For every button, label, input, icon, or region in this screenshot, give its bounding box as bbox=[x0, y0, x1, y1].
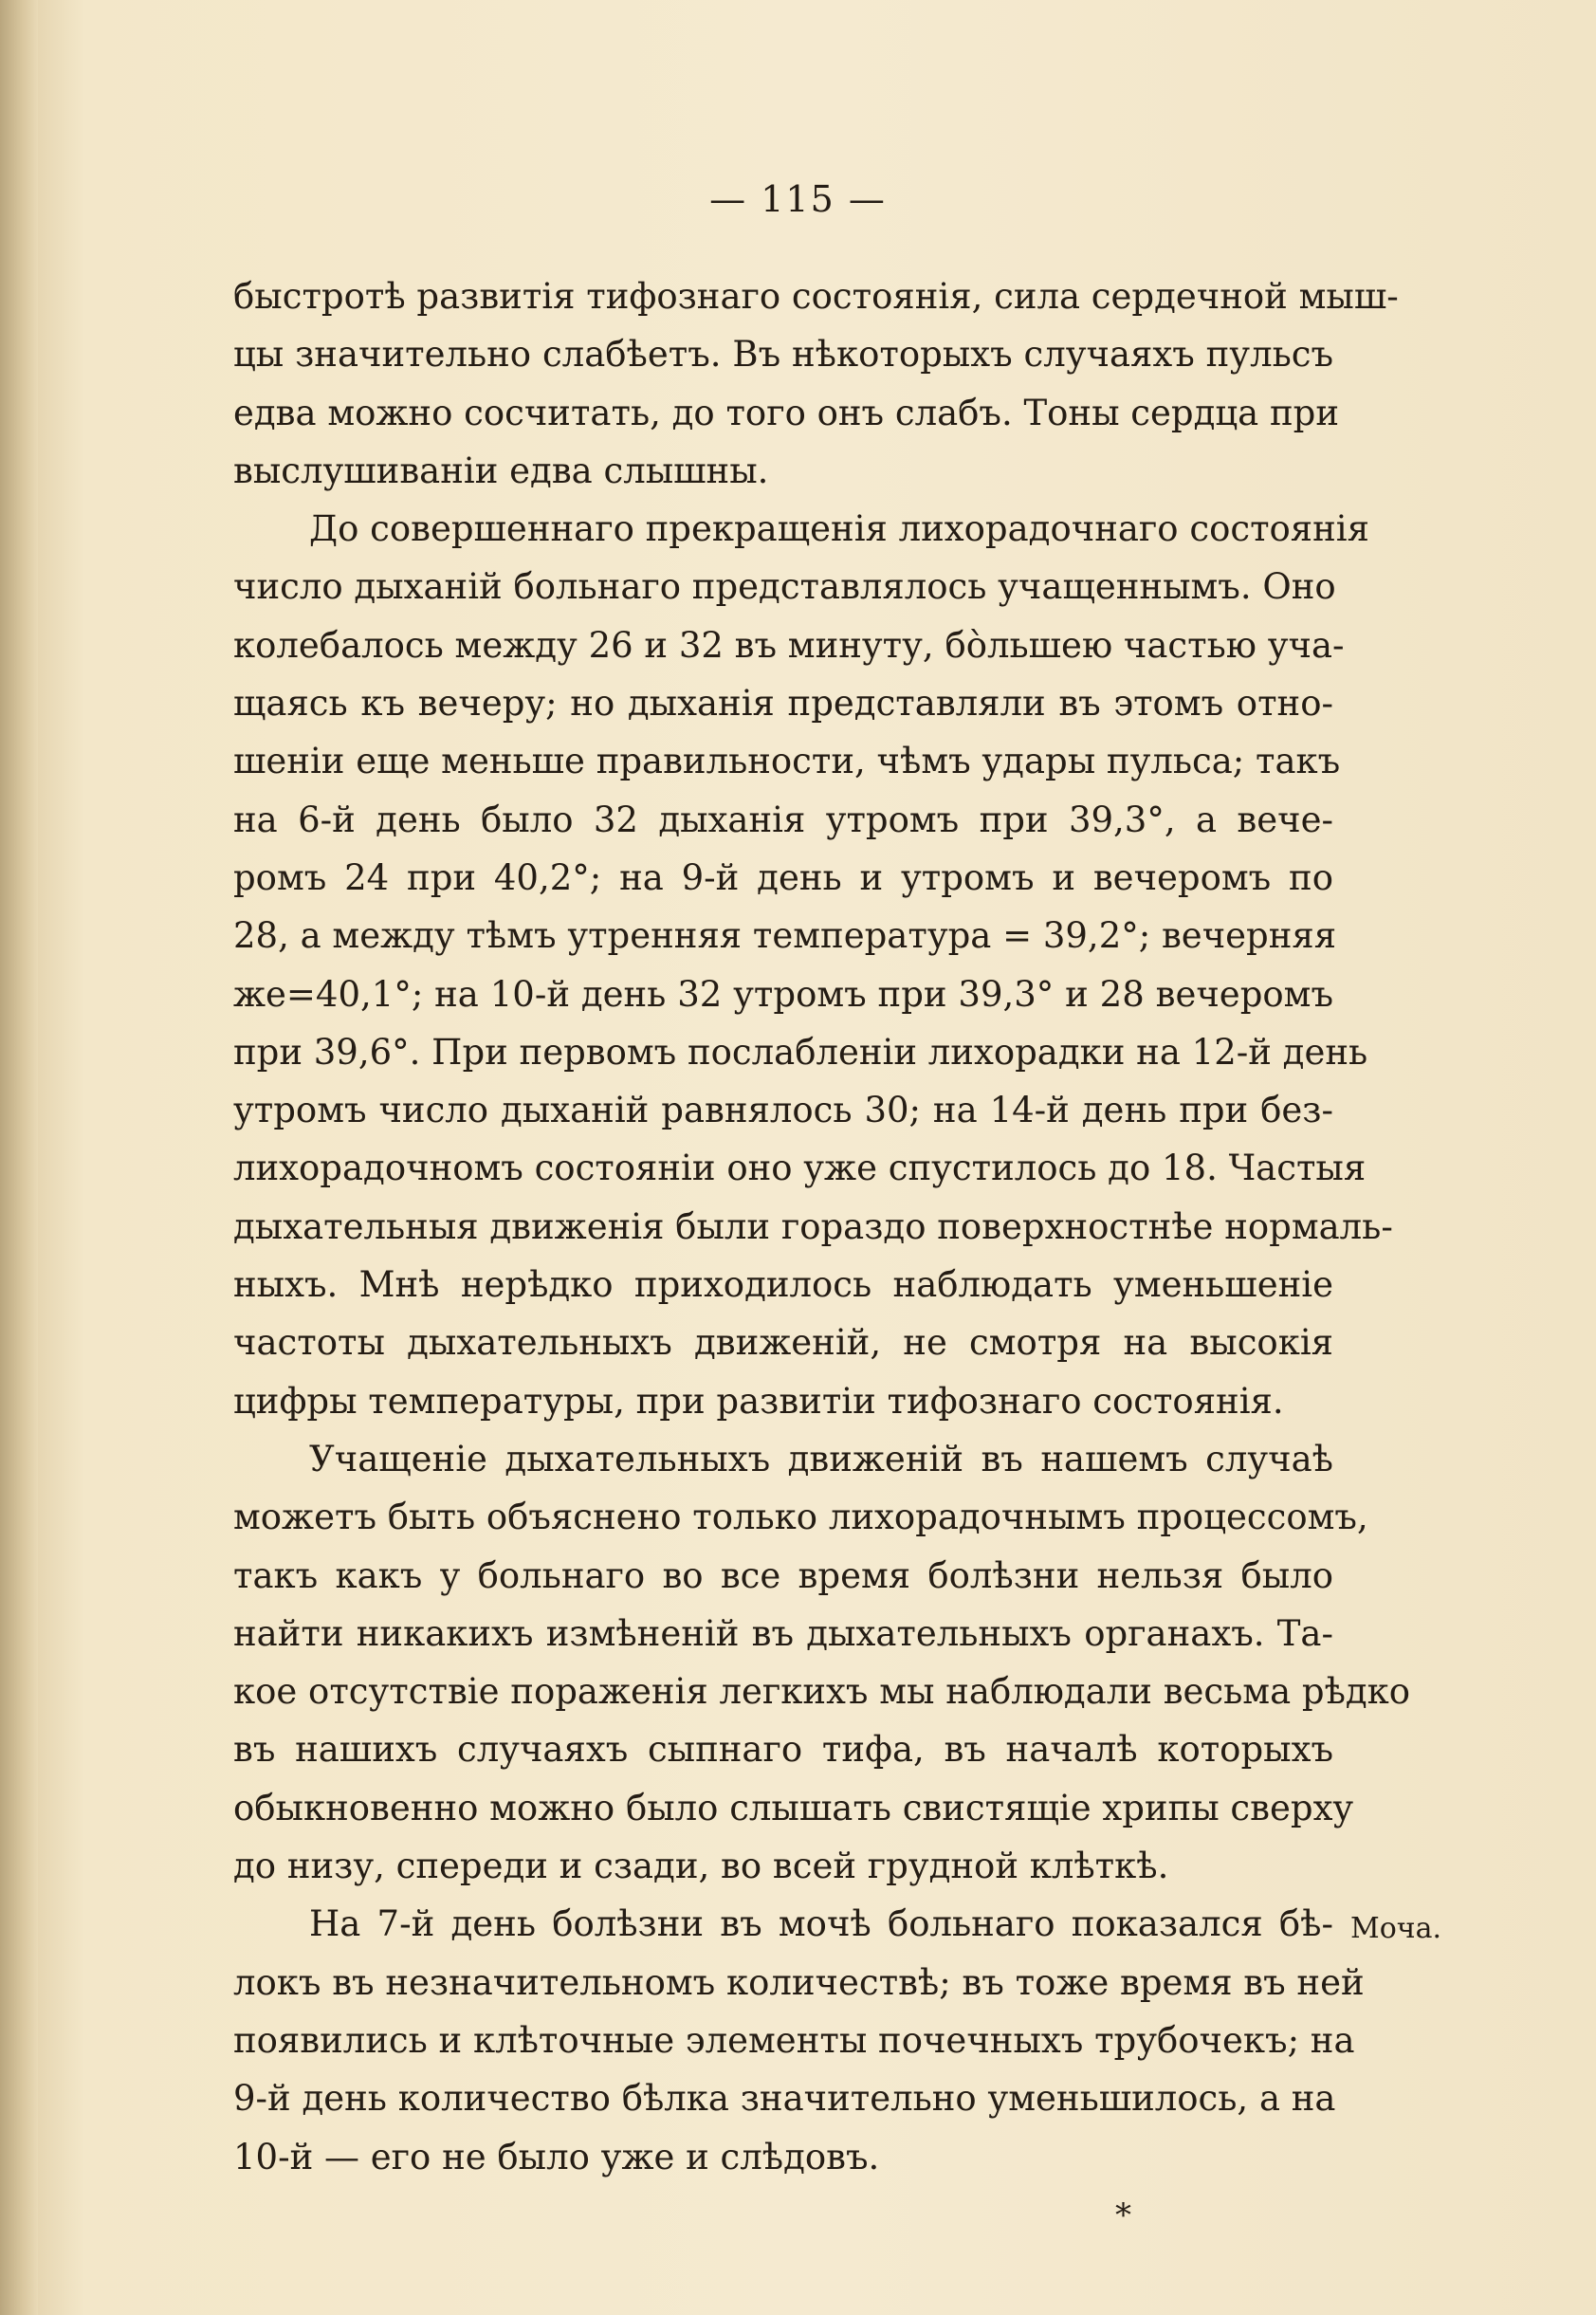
text-line: число дыханій больнаго представлялось учащеннымъ. Оно bbox=[233, 566, 1336, 608]
text-line: Учащеніе дыхательныхъ движеній въ нашемъ случаѣ bbox=[309, 1438, 1333, 1479]
text-line: колебалось между 26 и 32 въ минуту, бо̀льшею частью уча- bbox=[233, 624, 1345, 666]
text-line: На 7-й день болѣзни въ мочѣ больнаго показался бѣ- bbox=[309, 1903, 1333, 1945]
paragraph-3 bbox=[233, 1430, 1411, 1895]
page-number: — 115 — bbox=[709, 178, 887, 220]
text-line: До совершеннаго прекращенія лихорадочнаго состоянія bbox=[309, 508, 1369, 550]
text-line: обыкновенно можно было слышать свистящіе хрипы сверху bbox=[233, 1787, 1354, 1828]
text-line: ромъ 24 при 40,2°; на 9-й день и утромъ и вечеромъ по bbox=[233, 856, 1333, 898]
text-line: найти никакихъ измѣненій въ дыхательныхъ органахъ. Та- bbox=[233, 1612, 1333, 1654]
text-line: цифры температуры, при развитіи тифознаго состоянія. bbox=[233, 1380, 1284, 1422]
text-line: въ нашихъ случаяхъ сыпнаго тифа, въ началѣ которыхъ bbox=[233, 1729, 1333, 1771]
text-line: частоты дыхательныхъ движеній, не смотря на высокія bbox=[233, 1322, 1333, 1364]
margin-note: Моча. bbox=[1350, 1912, 1442, 1945]
text-line: до низу, спереди и сзади, во всей грудной клѣткѣ. bbox=[233, 1846, 1169, 1887]
text-line: 10-й — его не было уже и слѣдовъ. bbox=[233, 2136, 880, 2177]
text-line: дыхательныя движенія были гораздо поверхностнѣе нормаль- bbox=[233, 1205, 1393, 1247]
text-line: 28, а между тѣмъ утренняя температура = 39,2°; вечерняя bbox=[233, 915, 1337, 957]
text-line: появились и клѣточные элементы почечныхъ трубочекъ; на bbox=[233, 2019, 1355, 2061]
text-line: выслушиваніи едва слышны. bbox=[233, 450, 769, 491]
text-line: такъ какъ у больнаго во все время болѣзни нельзя было bbox=[233, 1554, 1333, 1596]
text-line: на 6-й день было 32 дыханія утромъ при 39,3°, а вече- bbox=[233, 799, 1333, 840]
text-line: можетъ быть объяснено только лихорадочнымъ процессомъ, bbox=[233, 1497, 1368, 1538]
text-line: при 39,6°. При первомъ послабленіи лихорадки на 12-й день bbox=[233, 1031, 1368, 1073]
text-line: щаясь къ вечеру; но дыханія представляли въ этомъ отно- bbox=[233, 683, 1333, 725]
text-line: утромъ число дыханій равнялось 30; на 14-й день при без- bbox=[233, 1090, 1333, 1131]
text-line: лихорадочномъ состояніи оно уже спустилось до 18. Частыя bbox=[233, 1148, 1367, 1189]
text-line: едва можно сосчитать, до того онъ слабъ. Тоны сердца при bbox=[233, 392, 1340, 433]
text-line: же=40,1°; на 10-й день 32 утромъ при 39,3° и 28 вечеромъ bbox=[233, 973, 1333, 1015]
paragraph-2 bbox=[233, 500, 1393, 1430]
text-line: быстротѣ развитія тифознаго состоянія, сила сердечной мыш- bbox=[233, 276, 1399, 317]
text-line: цы значительно слабѣетъ. Въ нѣкоторыхъ случаяхъ пульсъ bbox=[233, 334, 1333, 376]
text-line: локъ въ незначительномъ количествѣ; въ тоже время въ ней bbox=[233, 1961, 1365, 2003]
book-spine-shadow bbox=[0, 0, 38, 2315]
paragraph-4 bbox=[233, 1895, 1365, 2185]
text-line: шеніи еще меньше правильности, чѣмъ удары пульса; такъ bbox=[233, 741, 1341, 782]
paragraph-1 bbox=[233, 267, 1399, 500]
text-line: кое отсутствіе пораженія легкихъ мы наблюдали весьма рѣдко bbox=[233, 1671, 1411, 1713]
text-line: ныхъ. Мнѣ нерѣдко приходилось наблюдать уменьшеніе bbox=[233, 1264, 1333, 1306]
text-line: 9-й день количество бѣлка значительно уменьшилось, а на bbox=[233, 2078, 1336, 2120]
footer-mark: * bbox=[1115, 2196, 1131, 2234]
